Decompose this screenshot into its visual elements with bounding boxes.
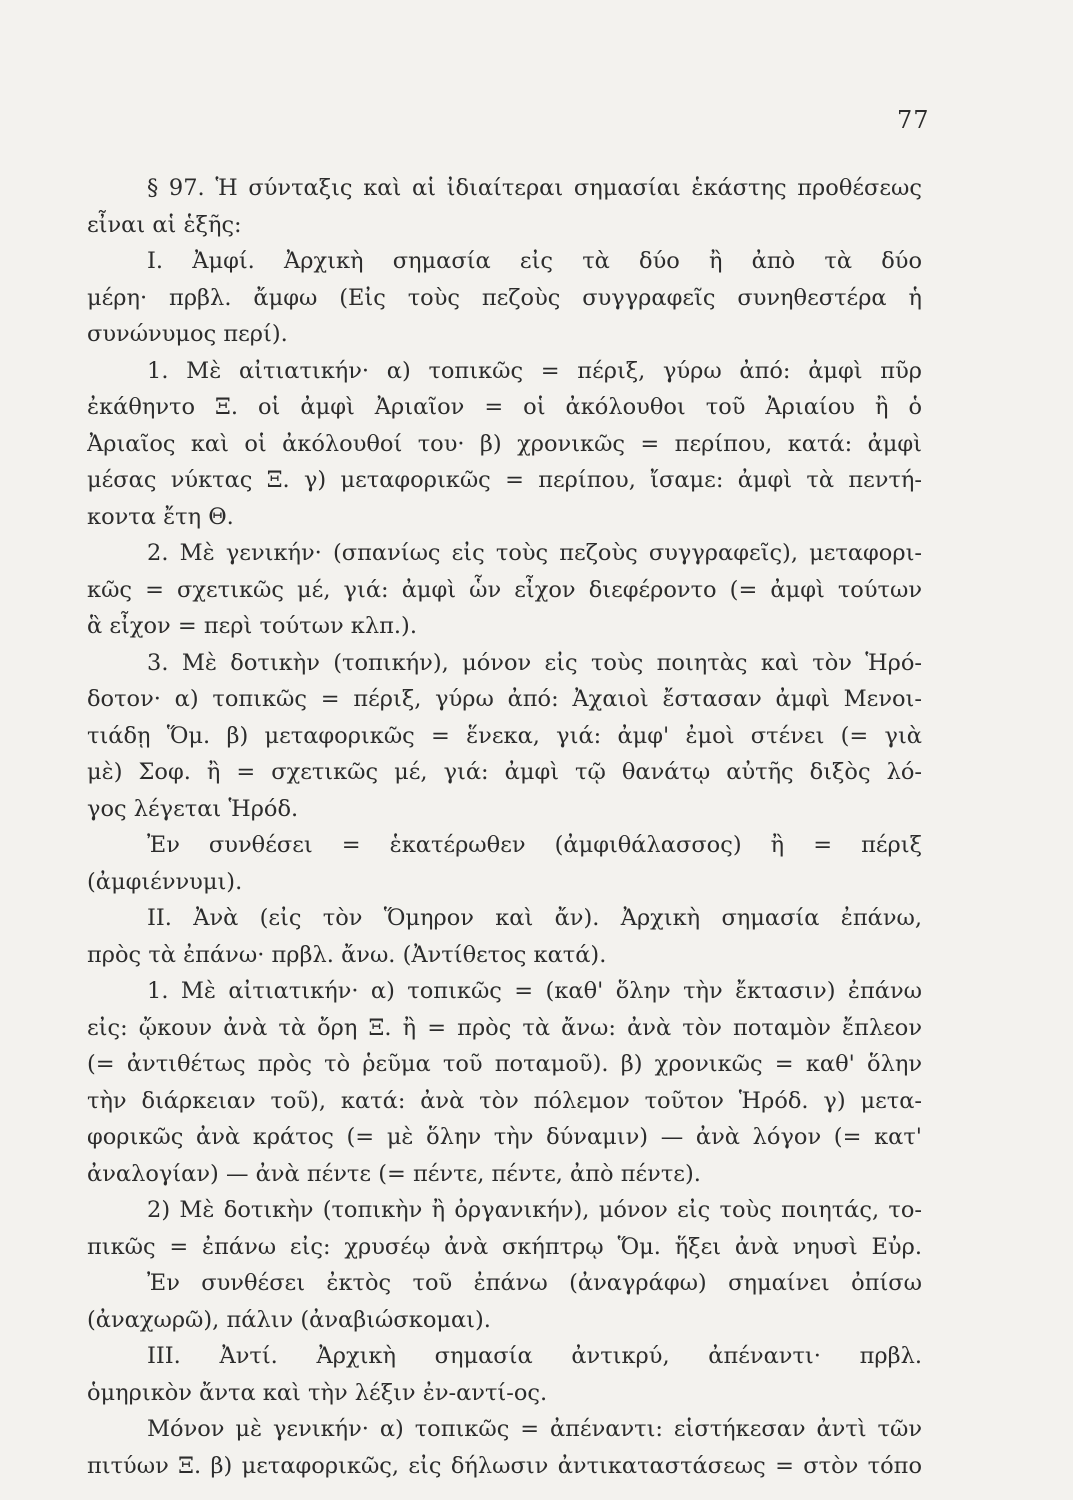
text-line: Μόνον μὲ γενικήν· α) τοπικῶς = ἀπέναντι: εἱστήκεσαν ἀντὶ τῶν — [147, 1416, 922, 1442]
text-line: III. Ἀντί. Ἀρχικὴ σημασία ἀντικρύ, ἀπέναντι· πρβλ. — [147, 1343, 922, 1369]
text-line: μέρη· πρβλ. ἄμφω (Εἰς τοὺς πεζοὺς συγγραφεῖς συνηθεστέρα ἡ — [87, 284, 922, 311]
text-line: Ἐν συνθέσει ἐκτὸς τοῦ ἐπάνω (ἀναγράφω) σημαίνει ὀπίσω — [147, 1270, 922, 1296]
text-line: Ἀριαῖος καὶ οἱ ἀκόλουθοί του· β) χρονικῶς = περίπου, κατά: ἀμφὶ — [87, 430, 922, 457]
text-line: 1. Μὲ αἰτιατικήν· α) τοπικῶς = πέριξ, γύρω ἀπό: ἀμφὶ πῦρ — [147, 357, 922, 384]
text-line: φορικῶς ἀνὰ κράτος (= μὲ ὅλην τὴν δύναμιν) — ἀνὰ λόγον (= κατ' — [87, 1124, 922, 1150]
body-text — [87, 170, 922, 1484]
text-line: τὴν διάρκειαν τοῦ), κατά: ἀνὰ τὸν πόλεμον τοῦτον Ἡρόδ. γ) μετα- — [87, 1087, 922, 1114]
text-line: II. Ἀνὰ (εἰς τὸν Ὅμηρον καὶ ἄν). Ἀρχικὴ σημασία ἐπάνω, — [147, 905, 922, 931]
text-line: κῶς = σχετικῶς μέ, γιά: ἀμφὶ ὧν εἶχον διεφέροντο (= ἀμφὶ τούτων — [87, 576, 922, 603]
page-number: 77 — [897, 106, 930, 134]
text-line: (ἀναχωρῶ), πάλιν (ἀναβιώσκομαι). — [87, 1306, 491, 1333]
text-line: 3. Μὲ δοτικὴν (τοπικήν), μόνον εἰς τοὺς ποιητὰς καὶ τὸν Ἡρό- — [147, 649, 922, 676]
text-line: 2) Μὲ δοτικὴν (τοπικὴν ἢ ὀργανικήν), μόνον εἰς τοὺς ποιητάς, το- — [147, 1197, 922, 1223]
text-line: (= ἀντιθέτως πρὸς τὸ ῥεῦμα τοῦ ποταμοῦ). β) χρονικῶς = καθ' ὅλην — [87, 1051, 922, 1077]
text-line: τιάδῃ Ὅμ. β) μεταφορικῶς = ἕνεκα, γιά: ἀμφ' ἐμοὶ στένει (= γιὰ — [87, 722, 922, 749]
text-line: μέσας νύκτας Ξ. γ) μεταφορικῶς = περίπου, ἴσαμε: ἀμφὶ τὰ πεντή- — [87, 467, 922, 493]
text-line: 1. Μὲ αἰτιατικήν· α) τοπικῶς = (καθ' ὅλην τὴν ἔκτασιν) ἐπάνω — [147, 978, 922, 1004]
text-line: πικῶς = ἐπάνω εἰς: χρυσέῳ ἀνὰ σκήπτρῳ Ὅμ. ἥξει ἀνὰ νηυσὶ Εὐρ. — [87, 1233, 922, 1260]
text-line: Ἐν συνθέσει = ἑκατέρωθεν (ἀμφιθάλασσος) ἢ = πέριξ — [147, 832, 922, 858]
text-line: δοτον· α) τοπικῶς = πέριξ, γύρω ἀπό: Ἀχαιοὶ ἔστασαν ἀμφὶ Μενοι- — [87, 686, 922, 712]
text-line: πιτύων Ξ. β) μεταφορικῶς, εἰς δήλωσιν ἀντικαταστάσεως = στὸν τόπο — [87, 1452, 922, 1479]
text-line: κοντα ἔτη Θ. — [87, 503, 234, 530]
text-line: ἀναλογίαν) — ἀνὰ πέντε (= πέντε, πέντε, ἀπὸ πέντε). — [87, 1160, 701, 1187]
text-line: (ἀμφιέννυμι). — [87, 868, 243, 895]
text-line: πρὸς τὰ ἐπάνω· πρβλ. ἄνω. (Ἀντίθετος κατά). — [87, 941, 607, 968]
text-line: μὲ) Σοφ. ἢ = σχετικῶς μέ, γιά: ἀμφὶ τῷ θανάτῳ αὐτῆς διξὸς λό- — [87, 759, 922, 785]
text-line: ἐκάθηντο Ξ. οἱ ἀμφὶ Ἀριαῖον = οἱ ἀκόλουθοι τοῦ Ἀριαίου ἢ ὁ — [87, 394, 922, 420]
text-line: 2. Μὲ γενικήν· (σπανίως εἰς τοὺς πεζοὺς συγγραφεῖς), μεταφορι- — [147, 540, 922, 566]
text-line: § 97. Ἡ σύνταξις καὶ αἱ ἰδιαίτεραι σημασίαι ἑκάστης προθέσεως — [147, 175, 922, 201]
text-line: συνώνυμος περί). — [87, 321, 288, 347]
text-line: εἰς: ᾤκουν ἀνὰ τὰ ὄρη Ξ. ἢ = πρὸς τὰ ἄνω: ἀνὰ τὸν ποταμὸν ἔπλεον — [87, 1014, 922, 1041]
text-line: γος λέγεται Ἡρόδ. — [87, 795, 299, 822]
text-line: εἶναι αἱ ἑξῆς: — [87, 211, 242, 238]
text-line: I. Ἀμφί. Ἀρχικὴ σημασία εἰς τὰ δύο ἢ ἀπὸ τὰ δύο — [147, 248, 922, 274]
text-line: ὁμηρικὸν ἄντα καὶ τὴν λέξιν ἐν-αντί-ος. — [87, 1379, 548, 1406]
text-line: ἃ εἶχον = περὶ τούτων κλπ.). — [87, 613, 417, 639]
